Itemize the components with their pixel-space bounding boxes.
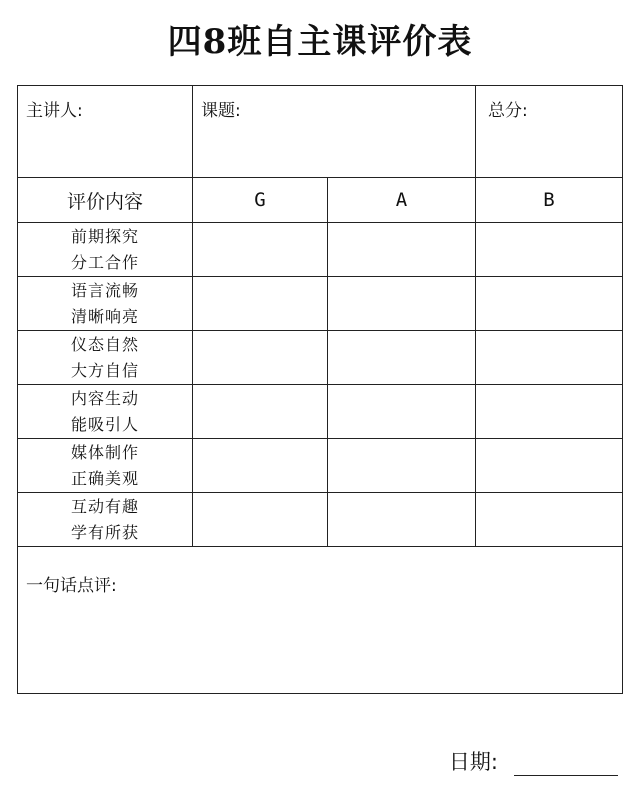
score-cell-b[interactable] [476,223,623,277]
total-score-cell[interactable] [476,86,623,178]
criteria-line: 仪态自然 [70,334,139,354]
grade-header-a: A [328,178,476,223]
score-cell-a[interactable] [328,277,476,331]
score-cell-b[interactable] [476,277,623,331]
comment-row [18,547,623,694]
date-label: 日期: [448,750,498,774]
topic-label: 课题: [201,101,241,121]
date-input-line[interactable] [514,751,618,776]
header-row [18,178,623,223]
evaluation-table [17,85,623,694]
criteria-label [18,439,193,493]
criteria-line: 语言流畅 [70,280,139,300]
criteria-line: 内容生动 [70,388,139,408]
criteria-header: 评价内容 [18,178,193,223]
score-cell-g[interactable] [193,277,328,331]
criteria-line: 前期探究 [70,226,139,246]
score-cell-g[interactable] [193,439,328,493]
speaker-label: 主讲人: [26,101,83,121]
score-cell-a[interactable] [328,331,476,385]
score-cell-g[interactable] [193,385,328,439]
criteria-line: 能吸引人 [70,414,139,434]
criteria-line: 学有所获 [70,522,139,542]
criteria-row [18,385,623,439]
score-cell-b[interactable] [476,385,623,439]
criteria-label [18,331,193,385]
criteria-line: 媒体制作 [70,442,139,462]
criteria-line: 正确美观 [70,468,139,488]
criteria-row [18,331,623,385]
criteria-line: 大方自信 [70,360,139,380]
form-title: 四8班自主课评价表 [167,22,473,62]
criteria-row [18,277,623,331]
score-cell-b[interactable] [476,331,623,385]
grade-header-g: G [193,178,328,223]
topic-cell[interactable] [193,86,476,178]
criteria-row [18,439,623,493]
score-cell-b[interactable] [476,493,623,547]
score-cell-a[interactable] [328,385,476,439]
total-score-label: 总分: [488,101,528,121]
criteria-line: 分工合作 [70,252,139,272]
grade-header-b: B [476,178,623,223]
info-row [18,86,623,178]
score-cell-g[interactable] [193,493,328,547]
speaker-cell[interactable] [18,86,193,178]
score-cell-g[interactable] [193,223,328,277]
criteria-line: 清晰响亮 [70,306,139,326]
criteria-label [18,385,193,439]
date-field [449,746,618,776]
score-cell-a[interactable] [328,223,476,277]
criteria-label [18,223,193,277]
comment-cell[interactable] [18,547,623,694]
criteria-label [18,493,193,547]
criteria-row [18,223,623,277]
score-cell-a[interactable] [328,439,476,493]
score-cell-a[interactable] [328,493,476,547]
criteria-line: 互动有趣 [70,496,139,516]
score-cell-g[interactable] [193,331,328,385]
criteria-row [18,493,623,547]
score-cell-b[interactable] [476,439,623,493]
comment-label: 一句话点评: [26,576,117,596]
criteria-label [18,277,193,331]
